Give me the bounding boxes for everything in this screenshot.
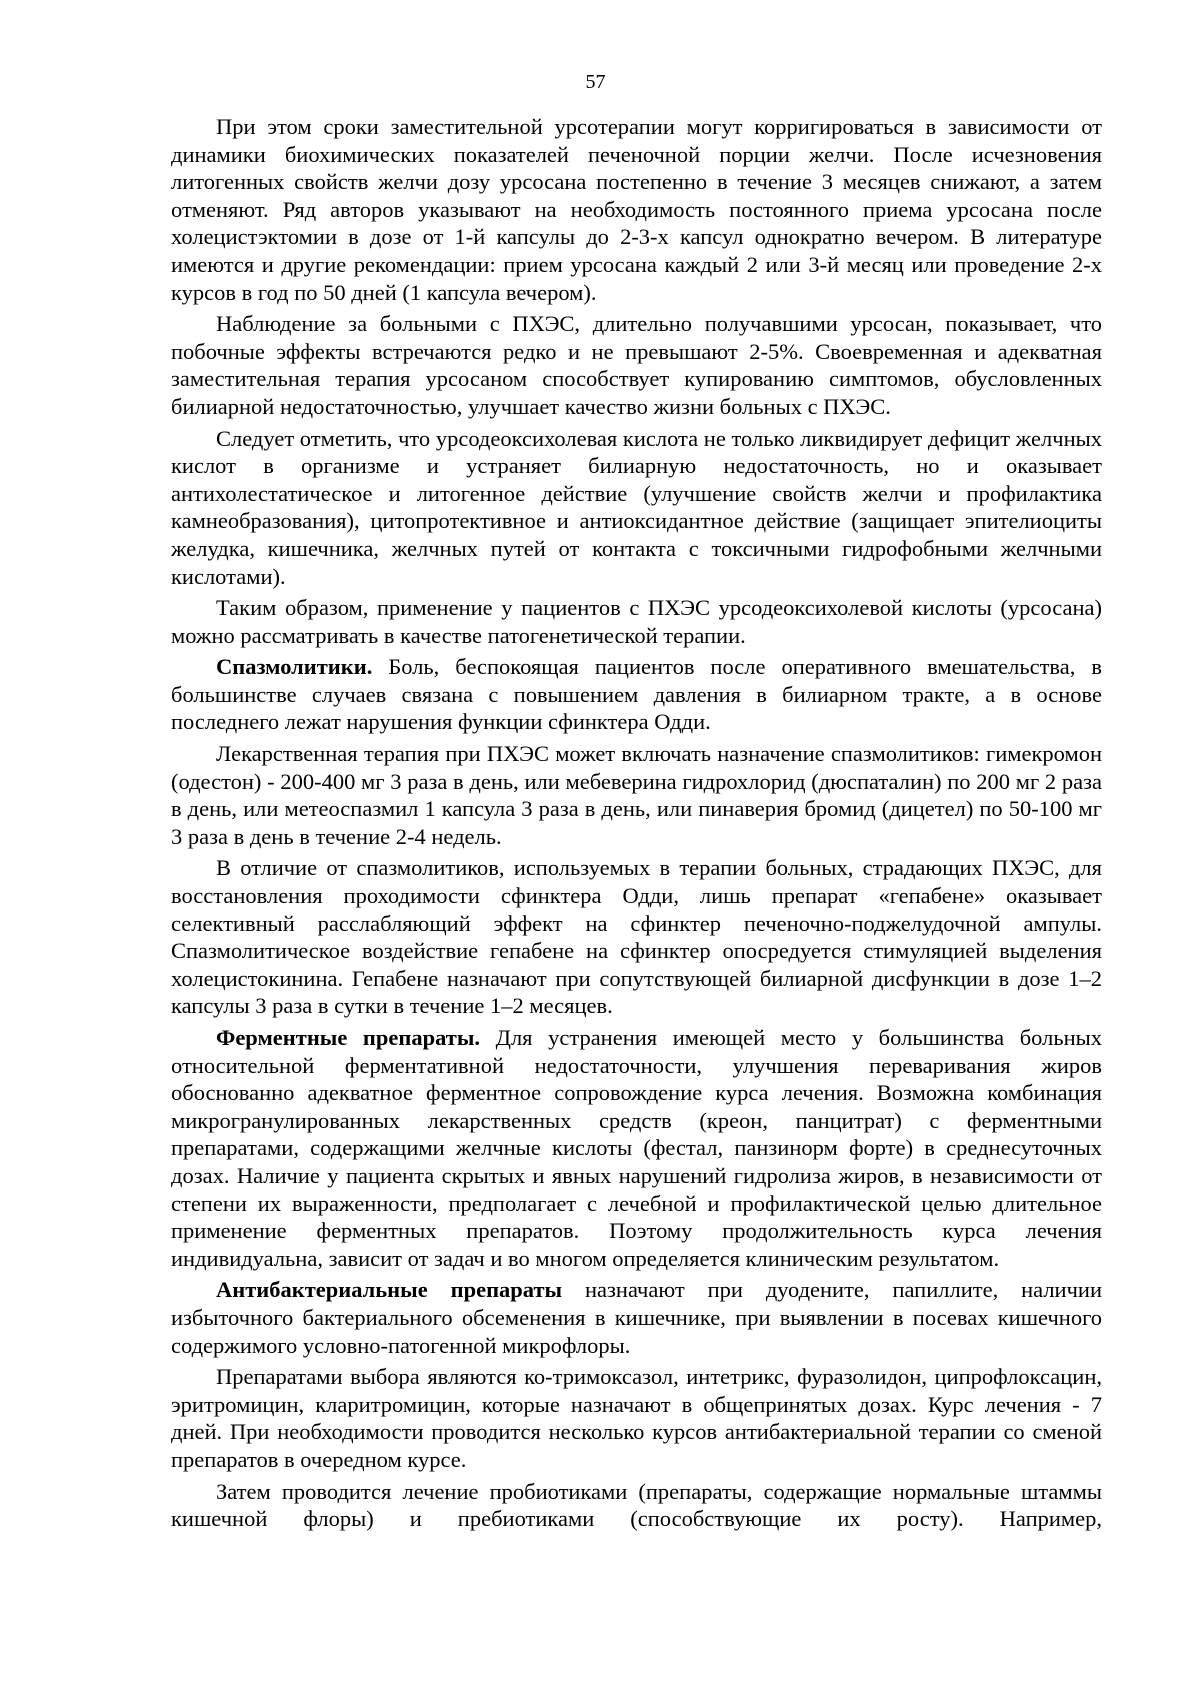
paragraph-antibacterial: [171, 1276, 1102, 1359]
paragraph-heading: Спазмолитики.: [216, 654, 373, 680]
page-number: 57: [585, 71, 606, 93]
paragraph-ursotherapy-duration: [171, 113, 1102, 306]
paragraph-enzyme-preparations: [171, 1024, 1102, 1272]
paragraph-heading: Антибактериальные препараты: [216, 1277, 563, 1303]
paragraph-drugs-of-choice: [171, 1363, 1102, 1473]
paragraph-text: назначают при дуодените, папиллите, наличии избыточного бактериального обсеменения в кишечнике, при выявлении в посевах кишечного содержимого условно-патогенной микрофлоры.: [171, 1277, 1102, 1358]
paragraph-text: Лекарственная терапия при ПХЭС может включать назначение спазмолитиков: гимекромон (одестон) - 200-400 мг 3 раза в день, или мебеверина гидрохлорид (дюспаталин) по 200 мг 2 раза в день, или метеоспазмил 1 капсула 3 раза в день, или пинаверия бромид (дицетел) по 50-100 мг 3 раза в день в течение 2-4 недель.: [171, 741, 1102, 849]
paragraph-text: Следует отметить, что урсодеоксихолевая кислота не только ликвидирует дефицит желчных кислот в организме и устраняет билиарную недостаточность, но и оказывает антихолестатическое и литогенное действие (улучшение свойств желчи и профилактика камнеобразования), цитопротективное и антиоксидантное действие (защищает эпителиоциты желудка, кишечника, желчных путей от контакта с токсичными гидрофобными желчными кислотами).: [171, 425, 1102, 589]
paragraph-ursosan-observation: [171, 310, 1102, 420]
paragraph-antispasmodics: [171, 653, 1102, 736]
paragraph-hepabene: [171, 854, 1102, 1020]
paragraph-text: Таким образом, применение у пациентов с ПХЭС урсодеоксихолевой кислоты (урсосана) можно рассматривать в качестве патогенетической терапии.: [171, 595, 1102, 648]
paragraph-antispasmodic-dosing: [171, 740, 1102, 850]
paragraph-text: Боль, беспокоящая пациентов после оперативного вмешательства, в большинстве случаев связана с повышением давления в билиарном тракте, а в основе последнего лежат нарушения функции сфинктера Одди.: [171, 654, 1102, 735]
paragraph-text: Затем проводится лечение пробиотиками (препараты, содержащие нормальные штаммы кишечной флоры) и пребиотиками (способствующие их росту). Например,: [171, 1478, 1102, 1532]
paragraph-text: Препаратами выбора являются ко-тримоксазол, интетрикс, фуразолидон, ципрофлоксацин, эритромицин, кларитромицин, которые назначают в общепринятых дозах. Курс лечения - 7 дней. При необходимости проводится несколько курсов антибактериальной терапии со сменой препаратов в очередном курсе.: [171, 1364, 1102, 1472]
paragraph-text: Наблюдение за больными с ПХЭС, длительно получавшими урсосан, показывает, что побочные эффекты встречаются редко и не превышают 2-5%. Своевременная и адекватная заместительная терапия урсосаном способствует купированию симптомов, обусловленных билиарной недостаточностью, улучшает качество жизни больных с ПХЭС.: [171, 311, 1102, 419]
paragraph-heading: Ферментные препараты.: [216, 1025, 481, 1050]
paragraph-probiotics: [171, 1478, 1102, 1533]
paragraph-text: При этом сроки заместительной урсотерапии могут корригироваться в зависимости от динамики биохимических показателей печеночной порции желчи. После исчезновения литогенных свойств желчи дозу урсосана постепенно в течение 3 месяцев снижают, а затем отменяют. Ряд авторов указывают на необходимость постоянного приема урсосана после холецистэктомии в дозе от 1-й капсулы до 2-3-х капсул однократно вечером. В литературе имеются и другие рекомендации: прием урсосана каждый 2 или 3-й месяц или проведение 2-х курсов в год по 50 дней (1 капсула вечером).: [171, 114, 1102, 305]
body-text: [171, 113, 1102, 1537]
paragraph-text: Для устранения имеющей место у большинства больных относительной ферментативной недостаточности, улучшения переваривания жиров обоснованно адекватное ферментное сопровождение курса лечения. Возможна комбинация микрогранулированных лекарственных средств (креон, панцитрат) с ферментными препаратами, содержащими желчные кислоты (фестал, панзинорм форте) в среднесуточных дозах. Наличие у пациента скрытых и явных нарушений гидролиза жиров, в независимости от степени их выраженности, предполагает с лечебной и профилактической целью длительное применение ферментных препаратов. Поэтому продолжительность курса лечения индивидуальна, зависит от задач и во многом определяется клиническим результатом.: [171, 1025, 1102, 1271]
paragraph-udca-effects: [171, 425, 1102, 591]
paragraph-text: В отличие от спазмолитиков, используемых в терапии больных, страдающих ПХЭС, для восстановления проходимости сфинктера Одди, лишь препарат «гепабене» оказывает селективный расслабляющий эффект на сфинктер печеночно-поджелудочной ампулы. Спазмолитическое воздействие гепабене на сфинктер опосредуется стимуляцией выделения холецистокинина. Гепабене назначают при сопутствующей билиарной дисфункции в дозе 1–2 капсулы 3 раза в сутки в течение 1–2 месяцев.: [171, 855, 1102, 1019]
paragraph-pathogenetic-therapy: [171, 594, 1102, 649]
